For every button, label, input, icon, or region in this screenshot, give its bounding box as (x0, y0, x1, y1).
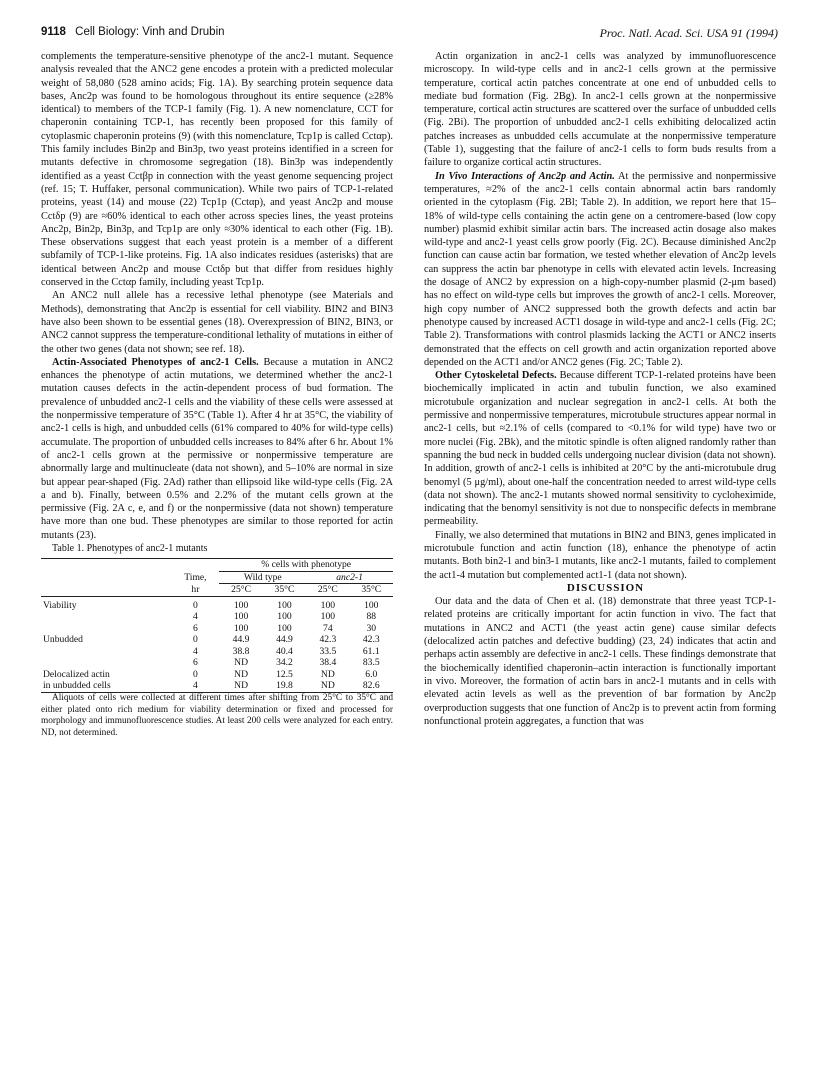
paragraph-body: At the permissive and nonpermissive temperatures, ≈2% of the anc2-1 cells contain abnormal actin bars randomly oriented in the cytoplasm (Fig. 2Bl; Table 2). In addition, we report here that 15–18% of wild-type cells containing the actin gene on a centromere-based (low copy number) plasmid exhibit similar actin bars. The increased actin dosage also makes wild-type and anc2-1 yeast cells grow poorly (Fig. 2C). Because diminished Anc2p function can cause actin bar formation, we tested whether elevation of Anc2p levels can suppress the actin bar phenotype in cells with elevated actin levels. Increasing the dosage of ANC2 by expression on a high-copy-number plasmid (2-μm based) has no effect on wild-type cells but improves the growth of anc2-1 cells. Moreover, high copy number of ANC2 suppressed both the growth defects and actin bar phenotype caused by increased ACT1 dosage in wild-type and anc2-1 cells (Fig. 2C; Table 2). Transformations with control plasmids lacking the ACT1 or ANC2 inserts demonstrated that the effects on cell growth and actin organization reported above depended on the ACT1 and/or ANC2 genes (Fig. 2C; Table 2). (424, 170, 776, 368)
table-row: 4 100 100 100 88 (193, 611, 377, 623)
paragraph-in-vivo (424, 170, 776, 369)
phenotype-table (41, 558, 393, 693)
paragraph-continued: complements the temperature-sensitive phenotype of the anc2-1 mutant. Sequence analysis revealed that the ANC2 gene encodes a protein with a predicted molecular weight of 58,080 (528 amino acids; Fig. 1A). By searching protein sequence data bases, Anc2p was found to be homologous throughout its entire sequence (≥28% identical) to members of the TCP-1 family (Fig. 1). A new nomenclature, CCT for chaperonin containing TCP-1, has recently been proposed for this family of cytoplasmic chaperonin proteins (9) (with this nomenclature, Tcp1p is called Cctαp). This family includes Bin2p and Bin3p, two yeast proteins identified in a screen for mutants defective in chromosome segregation (18). Bin3p was independently identified as a yeast Cctβp in connection with the yeast genome sequencing project (ref. 15; T. Huffaker, personal communication). While two pairs of TCP-1-related proteins, yeast (14) and mouse (22) Tcp1p (Cctαp), and yeast Anc2p and mouse Cctδp (9) are ≈60% identical to each other across species lines, the yeast proteins Anc2p, Bin2p, Bin3p, and Tcp1p are only ≈30% identical to each other (Fig. 1B). These observations suggest that each yeast protein is a member of a different subfamily of TCP-1-like proteins. Fig. 1A also indicates residues (asterisks) that are identical between Anc2p and mouse Cctδp but that differ from residues highly conserved in the Cctαp family, including yeast Tcp1p. (41, 51, 393, 289)
table-row: 6 ND 34.2 38.4 83.5 (193, 657, 380, 669)
temp-header: 35°C (274, 584, 295, 596)
paragraph-body: Because different TCP-1-related proteins have been biochemically implicated in actin and tubulin function, we also examined microtubule organization and nuclear segregation in anc2-1 cells. At both the permissive and nonpermissive temperatures, microtubule structures appear normal in anc2-1 cells, but ≈2.1% of cells (compared to <0.1% for wild type) have two or more nuclei (Fig. 2Bk), and the mitotic spindle is often aligned randomly rather than spanning the bud neck in budded cells undergoing nuclear division (data not shown). In addition, growth of anc2-1 cells is inhibited at 20°C by the anti-microtubule drug benomyl (5 μg/ml), about one-half the concentration needed to arrest wild-type cells (data not shown). The anc2-1 mutants showed normal sensitivity to cycloheximide, indicating that the benomyl sensitivity is not due to nonspecific defects in membrane permeability. (424, 370, 776, 528)
section-subheading: Other Cytoskeletal Defects. (435, 370, 557, 382)
table-row: Delocalized actin 0 ND 12.5 ND 6.0 (43, 668, 378, 680)
section-subheading: Actin-Associated Phenotypes of anc2-1 Cells. (52, 356, 259, 368)
paragraph-body: Because a mutation in ANC2 enhances the phenotype of actin mutations, we determined whether the anc2-1 mutation causes defects in the actin-dependent process of bud formation. The prevalence of unbudded anc2-1 cells and the viability of these cells were assessed at the nonpermissive temperature of 35°C (Table 1). After 4 hr at 35°C, the viability of anc2-1 cells is high, and unbudded cells (61% compared to 40% for wild-type cells) accumulate. The proportion of unbudded cells increases to 84% after 6 hr. About 1% of anc2-1 cells grown at the permissive or nonpermissive temperature are abnormally large and multinucleate (data not shown), and 5–10% are normal in size but appear pear-shaped (Fig. 2Ad) rather than ellipsoid like wild-type cells (Fig. 2A a and b). Finally, between 0.5% and 2.2% of the mutant cells grown at the permissive (Fig. 2A c, e, and f) or the nonpermissive (data not shown) temperature have more than one bud. These phenotypes are similar to those reported for actin mutants (23). (41, 356, 393, 541)
section-subheading: In Vivo Interactions of Anc2p and Actin. (435, 170, 615, 182)
left-column (41, 50, 393, 1060)
group-anc2-1: anc2-1 (306, 571, 393, 584)
table-time-spacer (171, 559, 219, 572)
paragraph-bin-mutations: Finally, we also determined that mutations in BIN2 and BIN3, genes implicated in microtubule function and actin function (18), enhance the phenotype of actin mutants. Both bin2-1 and bin3-1 mutants, like anc2-1 mutants, failed to complement the act1-4 mutation but complemented act1-1 (data not shown). (424, 529, 776, 581)
section-author-title: Cell Biology: Vinh and Drubin (75, 26, 225, 38)
page-number: 9118 (41, 26, 66, 38)
table-footnote: Aliquots of cells were collected at different times after shifting from 25°C to 35°C and either plated onto rich medium for viability determination or fixed and processed for morphology and immunofluorescence studies. At least 200 cells were analyzed for each entry. ND, not determined. (41, 692, 393, 739)
span-header: % cells with phenotype (219, 559, 393, 572)
time-header: Time, (184, 572, 207, 584)
table-row: Unbudded 0 44.9 44.9 42.3 42.3 (43, 634, 380, 646)
table-row: 6 100 100 74 30 (193, 622, 377, 634)
temp-header: 25°C (317, 584, 338, 596)
paragraph-actin-organization: Actin organization in anc2-1 cells was analyzed by immunofluorescence microscopy. In wild-type cells and in anc2-1 cells grown at the permissive temperature, cortical actin patches concentrate at one end of unbudded cells to mediate bud formation (Fig. 2Bg). In anc2-1 cells grown at the nonpermissive temperature, cortical actin structures are scattered over the surface of unbudded cells (Fig. 2Bi). The proportion of unbudded anc2-1 cells exhibiting delocalized actin patches increases as unbudded cells accumulate at the nonpermissive temperature (Table 1), suggesting that the failure of anc2-1 cells to form buds results from a failure to organize cortical actin structures. (424, 51, 776, 169)
header-left (41, 26, 225, 38)
right-column (424, 50, 776, 1060)
paragraph-discussion: Our data and the data of Chen et al. (18) demonstrate that three yeast TCP-1-related proteins are critically important for actin function in vivo. The fact that mutations in ANC2 and ACT1 (the yeast actin gene) cause similar defects (delocalized actin patches and defective budding) (23, 24) indicates that actin and perhaps actin assembly are defective in anc2-1 cells. These findings demonstrate that the biochemically identified chaperonin–actin interaction is functionally important in vivo. Moreover, the formation of actin bars in anc2-1 mutants and in cells with elevated actin levels as well as the prevention of bar formation by Anc2p overproduction suggests that one function of Anc2p is to prevent actin from forming nonfunctional protein aggregates, a function that was (424, 596, 776, 727)
table-row: in unbudded cells 4 ND 19.8 ND 82.6 (41, 680, 393, 692)
discussion-heading: DISCUSSION (566, 581, 645, 594)
running-header (41, 26, 778, 42)
time-unit: hr (191, 584, 200, 596)
temp-header: 35°C (361, 584, 382, 596)
paragraph-actin-phenotypes (41, 356, 393, 542)
table-row: Viability 0 100 100 100 100 (43, 599, 379, 611)
table-row: 4 38.8 40.4 33.5 61.1 (193, 645, 380, 657)
table-caption: Table 1. Phenotypes of anc2-1 mutants (52, 542, 208, 554)
journal-citation: Proc. Natl. Acad. Sci. USA 91 (1994) (599, 26, 778, 40)
table-corner (41, 559, 171, 572)
temp-header: 25°C (231, 584, 251, 596)
paragraph-cytoskeletal (424, 369, 776, 529)
paragraph-null-allele: An ANC2 null allele has a recessive lethal phenotype (see Materials and Methods), demonstrating that Anc2p is essential for cell viability. BIN2 and BIN3 have also been shown to be essential genes (18). Overexpression of BIN2, BIN3, or ANC2 cannot suppress the temperature-conditional lethality of mutations in either of the other two genes (data not shown; see ref. 18). (41, 290, 393, 355)
group-wild-type: Wild type (219, 571, 306, 584)
